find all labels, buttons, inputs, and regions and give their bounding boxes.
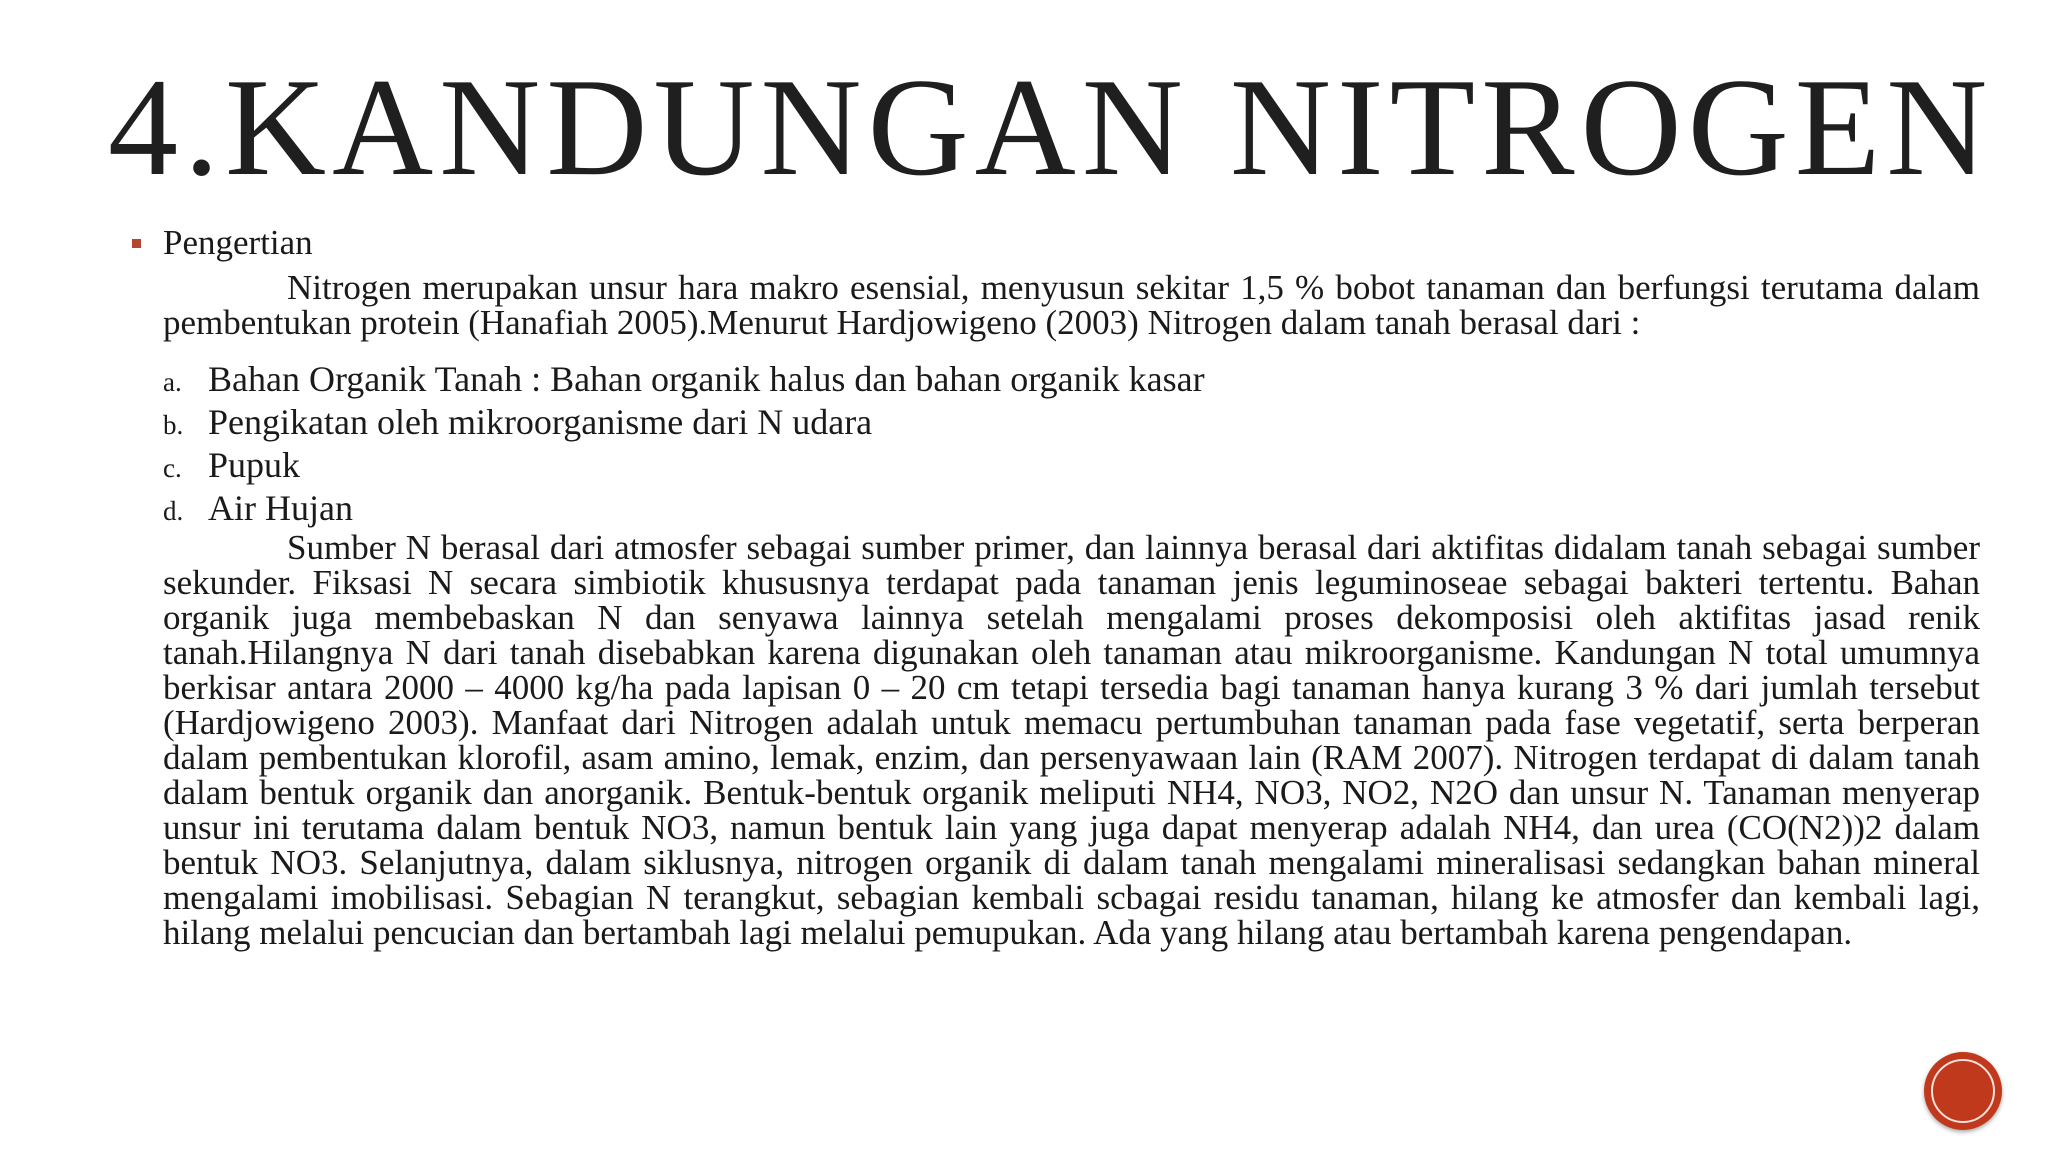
list-text: Pupuk xyxy=(208,445,301,485)
list-letter: c. xyxy=(163,453,182,483)
slide-title: 4.KANDUNGAN NITROGEN xyxy=(108,50,1994,205)
list-letter: a. xyxy=(163,367,182,397)
slide-content xyxy=(130,222,1980,950)
bullet-label: Pengertian xyxy=(163,223,313,262)
list-item xyxy=(163,487,1980,530)
button-ring xyxy=(1931,1059,1995,1123)
bullet-item-pengertian xyxy=(130,222,1980,264)
list-letter: d. xyxy=(163,496,184,526)
list-item xyxy=(163,358,1980,401)
body-paragraph: Sumber N berasal dari atmosfer sebagai sumber primer, dan lainnya berasal dari aktifitas didalam tanah sebagai sumber sekunder. Fiksasi N secara simbiotik khususnya terdapat pada tanaman jenis leguminoseae sebagai bakteri tertentu. Bahan organik juga membebaskan N dan senyawa lainnya setelah mengalami proses dekomposisi oleh aktifitas jasad renik tanah.Hilangnya N dari tanah disebabkan karena digunakan oleh tanaman atau mikroorganisme. Kandungan N total umumnya berkisar antara 2000 – 4000 kg/ha pada lapisan 0 – 20 cm tetapi tersedia bagi tanaman hanya kurang 3 % dari jumlah tersebut (Hardjowigeno 2003). Manfaat dari Nitrogen adalah untuk memacu pertumbuhan tanaman pada fase vegetatif, serta berperan dalam pembentukan klorofil, asam amino, lemak, enzim, dan persenyawaan lain (RAM 2007). Nitrogen terdapat di dalam tanah dalam bentuk organik dan anorganik. Bentuk-bentuk organik meliputi NH4, NO3, NO2, N2O dan unsur N. Tanaman menyerap unsur ini terutama dalam bentuk NO3, namun bentuk lain yang juga dapat menyerap adalah NH4, dan urea (CO(N2))2 dalam bentuk NO3. Selanjutnya, dalam siklusnya, nitrogen organik di dalam tanah mengalami mineralisasi sedangkan bahan mineral mengalami imobilisasi. Sebagian N terangkut, sebagian kembali scbagai residu tanaman, hilang ke atmosfer dan kembali lagi, hilang melalui pencucian dan bertambah lagi melalui pemupukan. Ada yang hilang atau bertambah karena pengendapan. xyxy=(163,528,1980,952)
list-text: Bahan Organik Tanah : Bahan organik halus dan bahan organik kasar xyxy=(208,359,1205,399)
list-item xyxy=(163,444,1980,487)
intro-paragraph: Nitrogen merupakan unsur hara makro esensial, menyusun sekitar 1,5 % bobot tanaman dan berfungsi terutama dalam pembentukan protein (Hanafiah 2005).Menurut Hardjowigeno (2003) Nitrogen dalam tanah berasal dari : xyxy=(163,268,1980,342)
list-letter: b. xyxy=(163,410,184,440)
circle-button-icon[interactable] xyxy=(1924,1052,2002,1130)
list-item xyxy=(163,401,1980,444)
list-text: Pengikatan oleh mikroorganisme dari N udara xyxy=(208,402,873,442)
nitrogen-source-list xyxy=(163,358,1980,530)
list-text: Air Hujan xyxy=(208,488,353,528)
square-bullet-icon xyxy=(132,239,141,248)
